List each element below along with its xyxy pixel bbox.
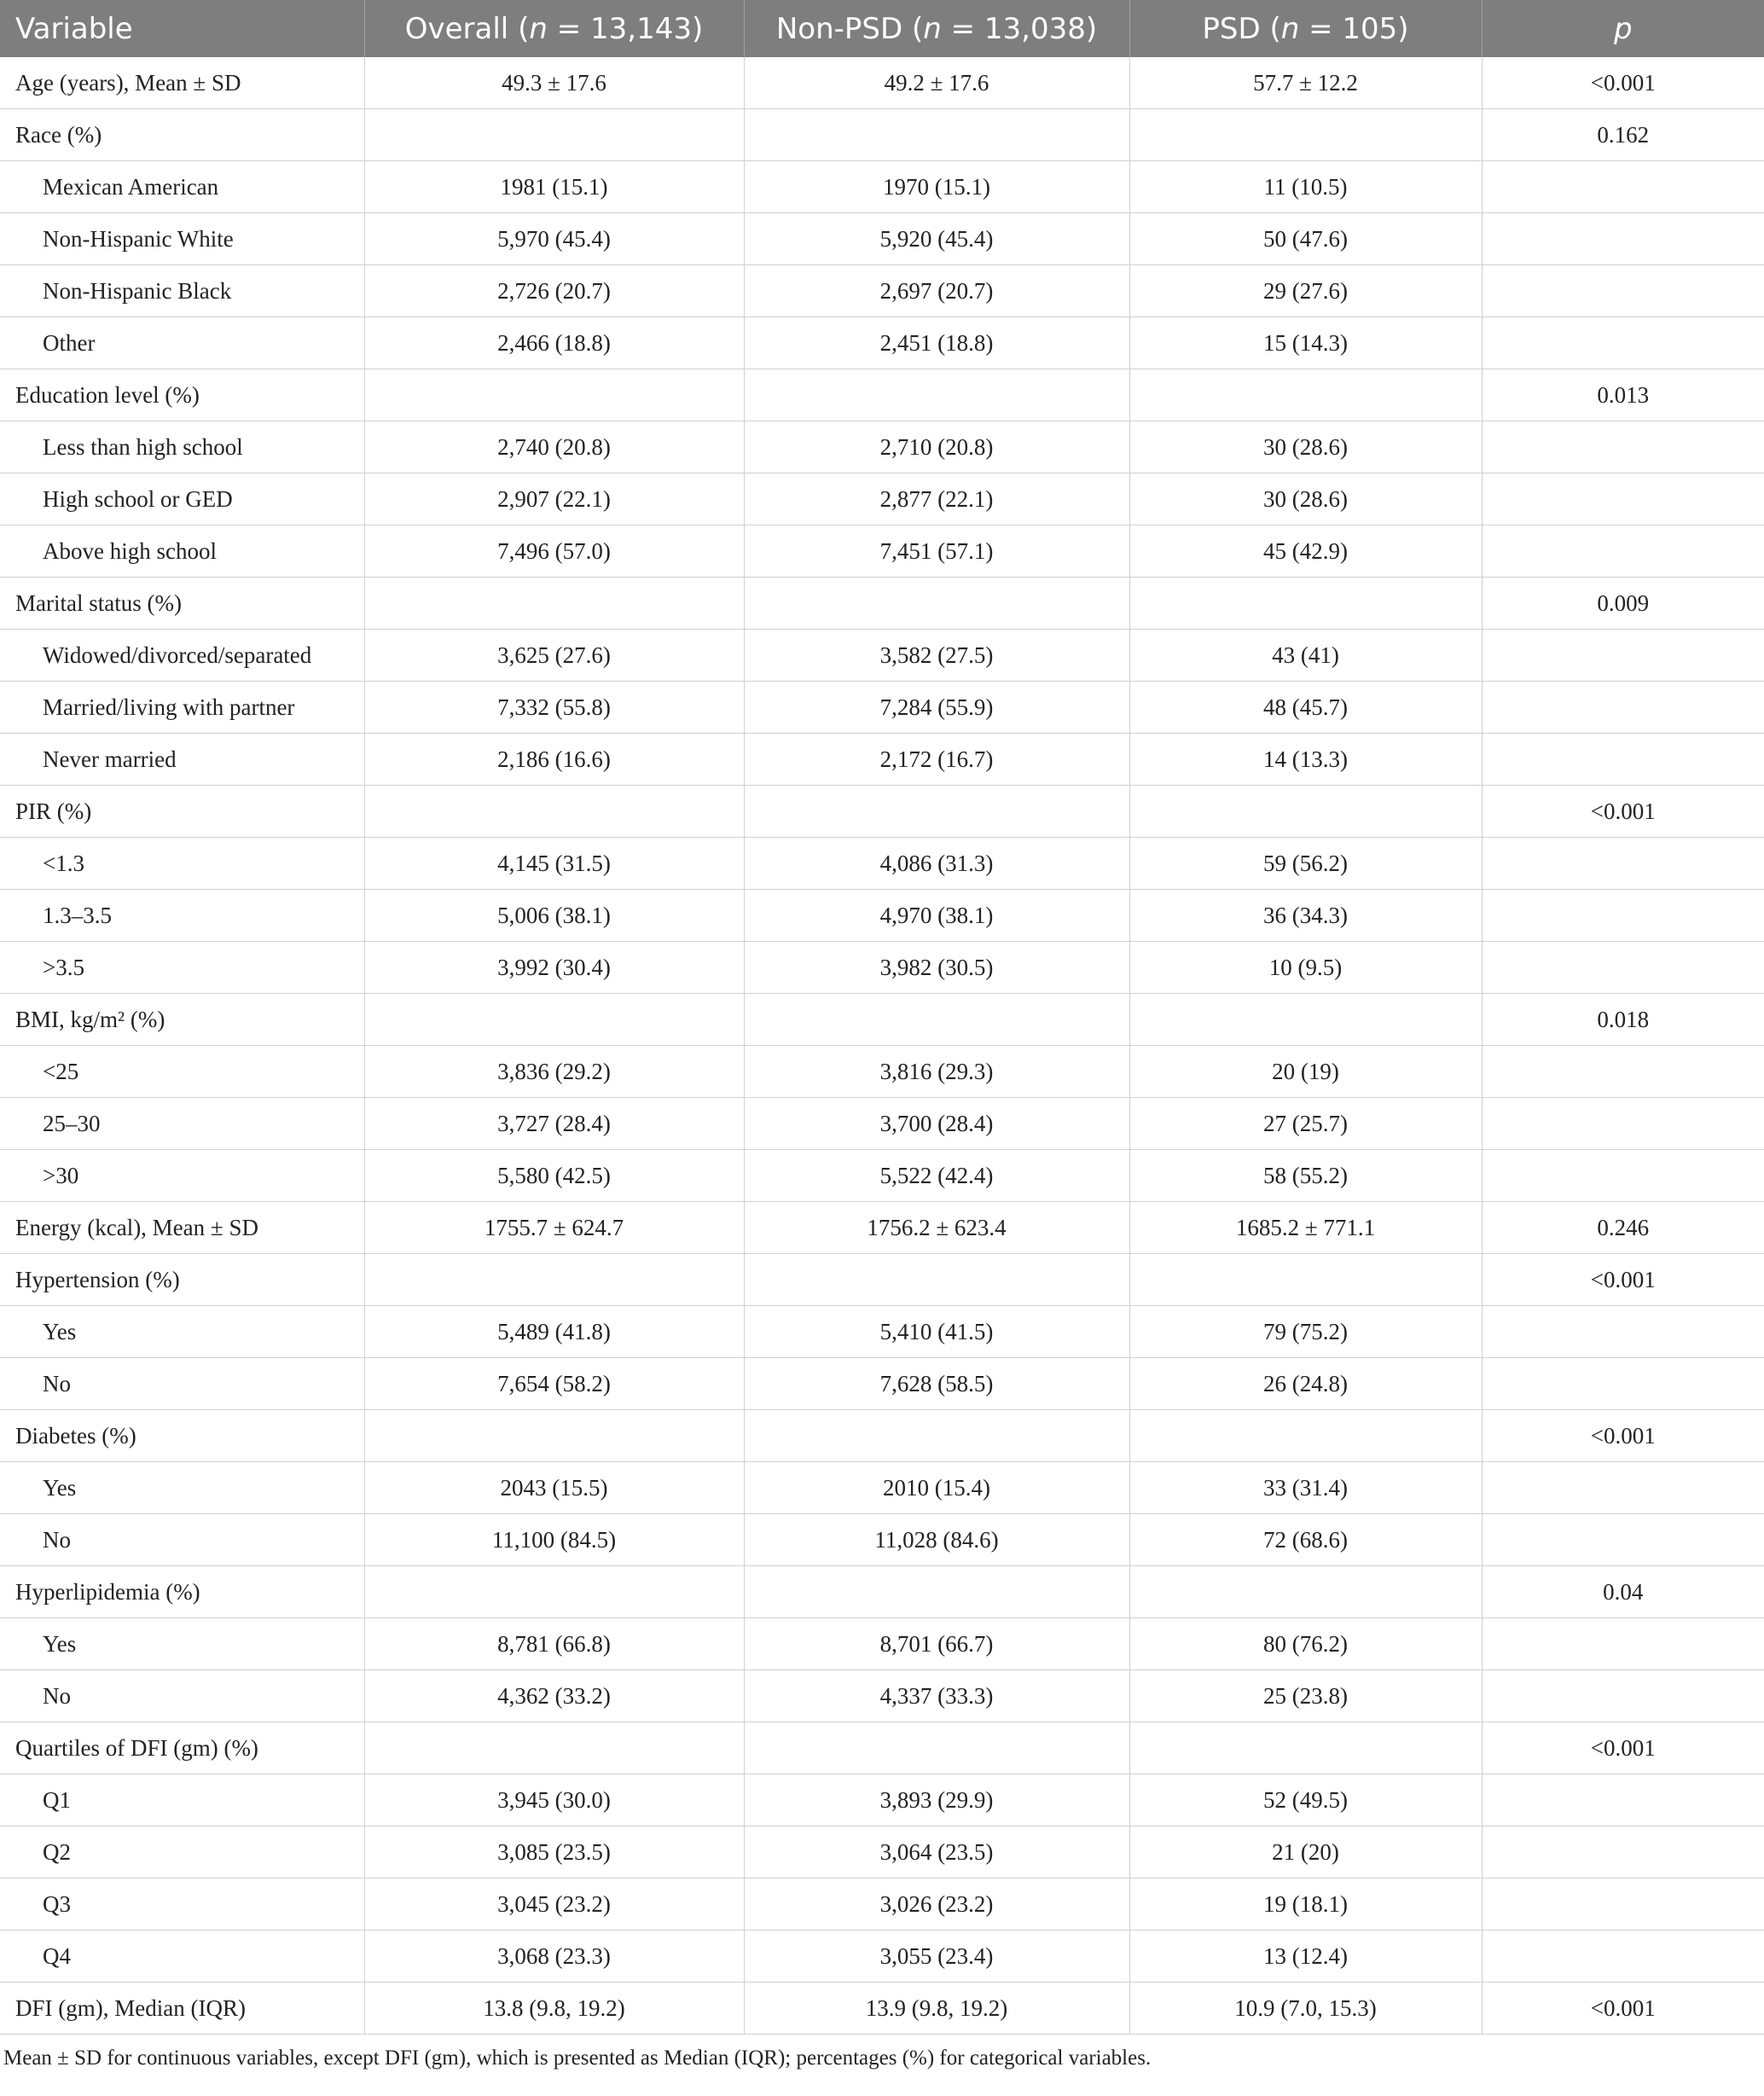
cell-overall: 8,781 (66.8) [364, 1618, 744, 1670]
cell-psd: 50 (47.6) [1129, 213, 1482, 265]
cell-non-psd: 2,710 (20.8) [744, 421, 1129, 473]
table-row-category [0, 786, 1764, 838]
table-row-subcategory [0, 1306, 1764, 1358]
cell-psd: 19 (18.1) [1129, 1878, 1482, 1931]
cell-psd [1129, 1566, 1482, 1618]
cell-overall: 1981 (15.1) [364, 161, 744, 213]
cell-p-value [1482, 213, 1764, 265]
table-row-subcategory [0, 473, 1764, 525]
cell-p-value [1482, 1618, 1764, 1670]
table-row-category [0, 1410, 1764, 1462]
column-header-p-value: p [1482, 0, 1764, 57]
cell-psd: 21 (20) [1129, 1826, 1482, 1878]
cell-variable: No [0, 1358, 364, 1410]
cell-psd: 13 (12.4) [1129, 1931, 1482, 1983]
cell-non-psd: 7,284 (55.9) [744, 682, 1129, 734]
cell-non-psd: 3,816 (29.3) [744, 1046, 1129, 1098]
cell-non-psd [744, 994, 1129, 1046]
cell-overall: 7,496 (57.0) [364, 525, 744, 578]
cell-variable: Other [0, 317, 364, 369]
table-row-subcategory [0, 265, 1764, 317]
cell-non-psd [744, 1410, 1129, 1462]
cell-psd: 79 (75.2) [1129, 1306, 1482, 1358]
cell-p-value [1482, 1774, 1764, 1826]
cell-non-psd: 2,172 (16.7) [744, 734, 1129, 786]
cell-non-psd: 7,451 (57.1) [744, 525, 1129, 578]
cell-overall [364, 369, 744, 421]
cell-psd [1129, 109, 1482, 161]
cell-non-psd: 3,982 (30.5) [744, 942, 1129, 994]
cell-variable: Above high school [0, 525, 364, 578]
cell-variable: No [0, 1670, 364, 1722]
cell-psd: 58 (55.2) [1129, 1150, 1482, 1202]
cell-psd: 10 (9.5) [1129, 942, 1482, 994]
cell-p-value [1482, 525, 1764, 578]
cell-overall: 2,466 (18.8) [364, 317, 744, 369]
cell-p-value [1482, 317, 1764, 369]
cell-non-psd: 1756.2 ± 623.4 [744, 1202, 1129, 1254]
cell-variable: Less than high school [0, 421, 364, 473]
table-row-category [0, 994, 1764, 1046]
cell-overall: 3,085 (23.5) [364, 1826, 744, 1878]
cell-psd: 10.9 (7.0, 15.3) [1129, 1983, 1482, 2035]
cell-psd [1129, 994, 1482, 1046]
cell-overall: 3,836 (29.2) [364, 1046, 744, 1098]
table-row-subcategory [0, 1046, 1764, 1098]
table-row-category [0, 1202, 1764, 1254]
cell-non-psd [744, 109, 1129, 161]
table-body [0, 57, 1764, 2035]
cell-overall: 4,362 (33.2) [364, 1670, 744, 1722]
cell-variable: Race (%) [0, 109, 364, 161]
cell-non-psd: 2,877 (22.1) [744, 473, 1129, 525]
cell-psd: 11 (10.5) [1129, 161, 1482, 213]
cell-overall: 7,332 (55.8) [364, 682, 744, 734]
cell-non-psd: 8,701 (66.7) [744, 1618, 1129, 1670]
cell-overall: 3,625 (27.6) [364, 630, 744, 682]
cell-non-psd: 1970 (15.1) [744, 161, 1129, 213]
cell-p-value [1482, 1046, 1764, 1098]
cell-psd: 33 (31.4) [1129, 1462, 1482, 1514]
table-row-subcategory [0, 1774, 1764, 1826]
table-footnote: Mean ± SD for continuous variables, except DFI (gm), which is presented as Median (IQR); percentages (%) for categorical variables. [3, 2047, 1152, 2070]
cell-p-value [1482, 1306, 1764, 1358]
cell-p-value [1482, 1462, 1764, 1514]
cell-overall [364, 1254, 744, 1306]
cell-p-value: 0.04 [1482, 1566, 1764, 1618]
cell-variable: Energy (kcal), Mean ± SD [0, 1202, 364, 1254]
cell-variable: >3.5 [0, 942, 364, 994]
cell-variable: Marital status (%) [0, 578, 364, 630]
cell-variable: Mexican American [0, 161, 364, 213]
cell-p-value: 0.013 [1482, 369, 1764, 421]
cell-overall [364, 578, 744, 630]
cell-variable: High school or GED [0, 473, 364, 525]
table-row-subcategory [0, 890, 1764, 942]
cell-p-value [1482, 1878, 1764, 1931]
cell-overall: 1755.7 ± 624.7 [364, 1202, 744, 1254]
cell-p-value [1482, 161, 1764, 213]
cell-overall: 7,654 (58.2) [364, 1358, 744, 1410]
cell-overall: 2043 (15.5) [364, 1462, 744, 1514]
cell-variable: No [0, 1514, 364, 1566]
cell-non-psd: 11,028 (84.6) [744, 1514, 1129, 1566]
cell-variable: Hypertension (%) [0, 1254, 364, 1306]
cell-non-psd: 7,628 (58.5) [744, 1358, 1129, 1410]
cell-overall [364, 1566, 744, 1618]
table-row-subcategory [0, 734, 1764, 786]
cell-psd: 30 (28.6) [1129, 421, 1482, 473]
table-row-subcategory [0, 1358, 1764, 1410]
cell-p-value [1482, 890, 1764, 942]
cell-variable: BMI, kg/m² (%) [0, 994, 364, 1046]
cell-non-psd: 3,700 (28.4) [744, 1098, 1129, 1150]
cell-non-psd: 2,451 (18.8) [744, 317, 1129, 369]
cell-variable: <25 [0, 1046, 364, 1098]
cell-overall: 3,727 (28.4) [364, 1098, 744, 1150]
cell-non-psd: 13.9 (9.8, 19.2) [744, 1983, 1129, 2035]
cell-variable: Age (years), Mean ± SD [0, 57, 364, 109]
cell-non-psd: 2010 (15.4) [744, 1462, 1129, 1514]
table-row-category [0, 1566, 1764, 1618]
cell-p-value [1482, 1670, 1764, 1722]
table-row-subcategory [0, 942, 1764, 994]
cell-p-value [1482, 265, 1764, 317]
cell-psd [1129, 1410, 1482, 1462]
table-row-subcategory [0, 1462, 1764, 1514]
cell-psd: 48 (45.7) [1129, 682, 1482, 734]
table-row-category [0, 369, 1764, 421]
table-row-subcategory [0, 1618, 1764, 1670]
cell-psd: 36 (34.3) [1129, 890, 1482, 942]
cell-non-psd: 3,582 (27.5) [744, 630, 1129, 682]
cell-non-psd: 5,920 (45.4) [744, 213, 1129, 265]
column-header-overall: Overall (n = 13,143) [364, 0, 744, 57]
cell-p-value: 0.018 [1482, 994, 1764, 1046]
column-header-variable: Variable [0, 0, 364, 57]
cell-p-value [1482, 1931, 1764, 1983]
cell-non-psd [744, 786, 1129, 838]
cell-non-psd [744, 1254, 1129, 1306]
cell-overall: 3,045 (23.2) [364, 1878, 744, 1931]
cell-overall [364, 786, 744, 838]
cell-overall: 2,186 (16.6) [364, 734, 744, 786]
table-row-subcategory [0, 682, 1764, 734]
table-row-subcategory [0, 1826, 1764, 1878]
cell-p-value [1482, 1150, 1764, 1202]
cell-psd: 30 (28.6) [1129, 473, 1482, 525]
cell-p-value: <0.001 [1482, 1410, 1764, 1462]
table-row-category [0, 1254, 1764, 1306]
cell-variable: Quartiles of DFI (gm) (%) [0, 1722, 364, 1774]
cell-variable: Q2 [0, 1826, 364, 1878]
cell-overall: 2,740 (20.8) [364, 421, 744, 473]
cell-psd [1129, 1254, 1482, 1306]
cell-psd: 45 (42.9) [1129, 525, 1482, 578]
cell-p-value [1482, 1098, 1764, 1150]
cell-p-value [1482, 682, 1764, 734]
cell-variable: Q1 [0, 1774, 364, 1826]
cell-p-value [1482, 1358, 1764, 1410]
cell-non-psd [744, 369, 1129, 421]
table-header-row [0, 0, 1764, 57]
cell-overall [364, 1722, 744, 1774]
cell-variable: Widowed/divorced/separated [0, 630, 364, 682]
table-row-subcategory [0, 317, 1764, 369]
cell-psd [1129, 1722, 1482, 1774]
table-row-subcategory [0, 161, 1764, 213]
cell-overall: 4,145 (31.5) [364, 838, 744, 890]
cell-psd: 15 (14.3) [1129, 317, 1482, 369]
cell-variable: >30 [0, 1150, 364, 1202]
table-row-subcategory [0, 1514, 1764, 1566]
cell-overall: 3,068 (23.3) [364, 1931, 744, 1983]
cell-non-psd: 49.2 ± 17.6 [744, 57, 1129, 109]
cell-p-value [1482, 473, 1764, 525]
cell-overall [364, 1410, 744, 1462]
cell-variable: Married/living with partner [0, 682, 364, 734]
cell-psd: 52 (49.5) [1129, 1774, 1482, 1826]
cell-p-value: <0.001 [1482, 1722, 1764, 1774]
cell-psd: 72 (68.6) [1129, 1514, 1482, 1566]
cell-overall: 3,945 (30.0) [364, 1774, 744, 1826]
cell-psd: 26 (24.8) [1129, 1358, 1482, 1410]
table-row-subcategory [0, 1878, 1764, 1931]
table-row-subcategory [0, 213, 1764, 265]
table-row-subcategory [0, 1931, 1764, 1983]
cell-non-psd: 2,697 (20.7) [744, 265, 1129, 317]
cell-non-psd: 4,337 (33.3) [744, 1670, 1129, 1722]
cell-non-psd: 3,055 (23.4) [744, 1931, 1129, 1983]
cell-psd [1129, 578, 1482, 630]
cell-variable: Yes [0, 1306, 364, 1358]
table-row-subcategory [0, 630, 1764, 682]
cell-psd: 25 (23.8) [1129, 1670, 1482, 1722]
table-row-category [0, 578, 1764, 630]
cell-non-psd: 5,522 (42.4) [744, 1150, 1129, 1202]
table-row-category [0, 1722, 1764, 1774]
cell-psd [1129, 369, 1482, 421]
cell-non-psd [744, 1566, 1129, 1618]
cell-overall: 3,992 (30.4) [364, 942, 744, 994]
cell-psd: 1685.2 ± 771.1 [1129, 1202, 1482, 1254]
cell-non-psd: 4,970 (38.1) [744, 890, 1129, 942]
cell-overall: 13.8 (9.8, 19.2) [364, 1983, 744, 2035]
cell-p-value: <0.001 [1482, 57, 1764, 109]
cell-p-value [1482, 630, 1764, 682]
cell-variable: Yes [0, 1462, 364, 1514]
cell-variable: Q4 [0, 1931, 364, 1983]
cell-overall: 5,580 (42.5) [364, 1150, 744, 1202]
cell-psd [1129, 786, 1482, 838]
cell-overall [364, 994, 744, 1046]
cell-psd: 80 (76.2) [1129, 1618, 1482, 1670]
cell-non-psd: 5,410 (41.5) [744, 1306, 1129, 1358]
cell-p-value: <0.001 [1482, 1254, 1764, 1306]
cell-variable: Yes [0, 1618, 364, 1670]
cell-overall: 5,970 (45.4) [364, 213, 744, 265]
cell-p-value: <0.001 [1482, 1983, 1764, 2035]
table-row-category [0, 57, 1764, 109]
cell-variable: Q3 [0, 1878, 364, 1931]
cell-variable: Non-Hispanic White [0, 213, 364, 265]
cell-variable: PIR (%) [0, 786, 364, 838]
cell-variable: 1.3–3.5 [0, 890, 364, 942]
cell-psd: 20 (19) [1129, 1046, 1482, 1098]
cell-variable: DFI (gm), Median (IQR) [0, 1983, 364, 2035]
cell-p-value [1482, 1514, 1764, 1566]
cell-psd: 29 (27.6) [1129, 265, 1482, 317]
cell-overall: 5,006 (38.1) [364, 890, 744, 942]
cell-variable: <1.3 [0, 838, 364, 890]
cell-p-value [1482, 734, 1764, 786]
column-header-non-psd: Non-PSD (n = 13,038) [744, 0, 1129, 57]
cell-overall: 2,907 (22.1) [364, 473, 744, 525]
cell-non-psd: 3,064 (23.5) [744, 1826, 1129, 1878]
table-row-subcategory [0, 1670, 1764, 1722]
cell-overall: 11,100 (84.5) [364, 1514, 744, 1566]
cell-p-value: 0.246 [1482, 1202, 1764, 1254]
cell-p-value: <0.001 [1482, 786, 1764, 838]
cell-psd: 59 (56.2) [1129, 838, 1482, 890]
cell-non-psd [744, 1722, 1129, 1774]
table-row-category [0, 1983, 1764, 2035]
column-header-psd: PSD (n = 105) [1129, 0, 1482, 57]
cell-psd: 57.7 ± 12.2 [1129, 57, 1482, 109]
cell-variable: Never married [0, 734, 364, 786]
table-row-subcategory [0, 421, 1764, 473]
cell-overall: 49.3 ± 17.6 [364, 57, 744, 109]
cell-variable: Education level (%) [0, 369, 364, 421]
cell-variable: Diabetes (%) [0, 1410, 364, 1462]
cell-p-value [1482, 1826, 1764, 1878]
table-row-category [0, 109, 1764, 161]
table-row-subcategory [0, 1098, 1764, 1150]
cell-variable: Hyperlipidemia (%) [0, 1566, 364, 1618]
cell-p-value: 0.162 [1482, 109, 1764, 161]
cell-overall: 5,489 (41.8) [364, 1306, 744, 1358]
cell-p-value [1482, 421, 1764, 473]
cell-non-psd: 3,026 (23.2) [744, 1878, 1129, 1931]
cell-variable: 25–30 [0, 1098, 364, 1150]
table-row-subcategory [0, 838, 1764, 890]
table-row-subcategory [0, 1150, 1764, 1202]
cell-variable: Non-Hispanic Black [0, 265, 364, 317]
table-row-subcategory [0, 525, 1764, 578]
cell-non-psd: 3,893 (29.9) [744, 1774, 1129, 1826]
cell-p-value [1482, 838, 1764, 890]
cell-non-psd [744, 578, 1129, 630]
cell-psd: 14 (13.3) [1129, 734, 1482, 786]
cell-p-value [1482, 942, 1764, 994]
cell-overall: 2,726 (20.7) [364, 265, 744, 317]
cell-overall [364, 109, 744, 161]
cell-psd: 27 (25.7) [1129, 1098, 1482, 1150]
cell-p-value: 0.009 [1482, 578, 1764, 630]
cell-psd: 43 (41) [1129, 630, 1482, 682]
cell-non-psd: 4,086 (31.3) [744, 838, 1129, 890]
